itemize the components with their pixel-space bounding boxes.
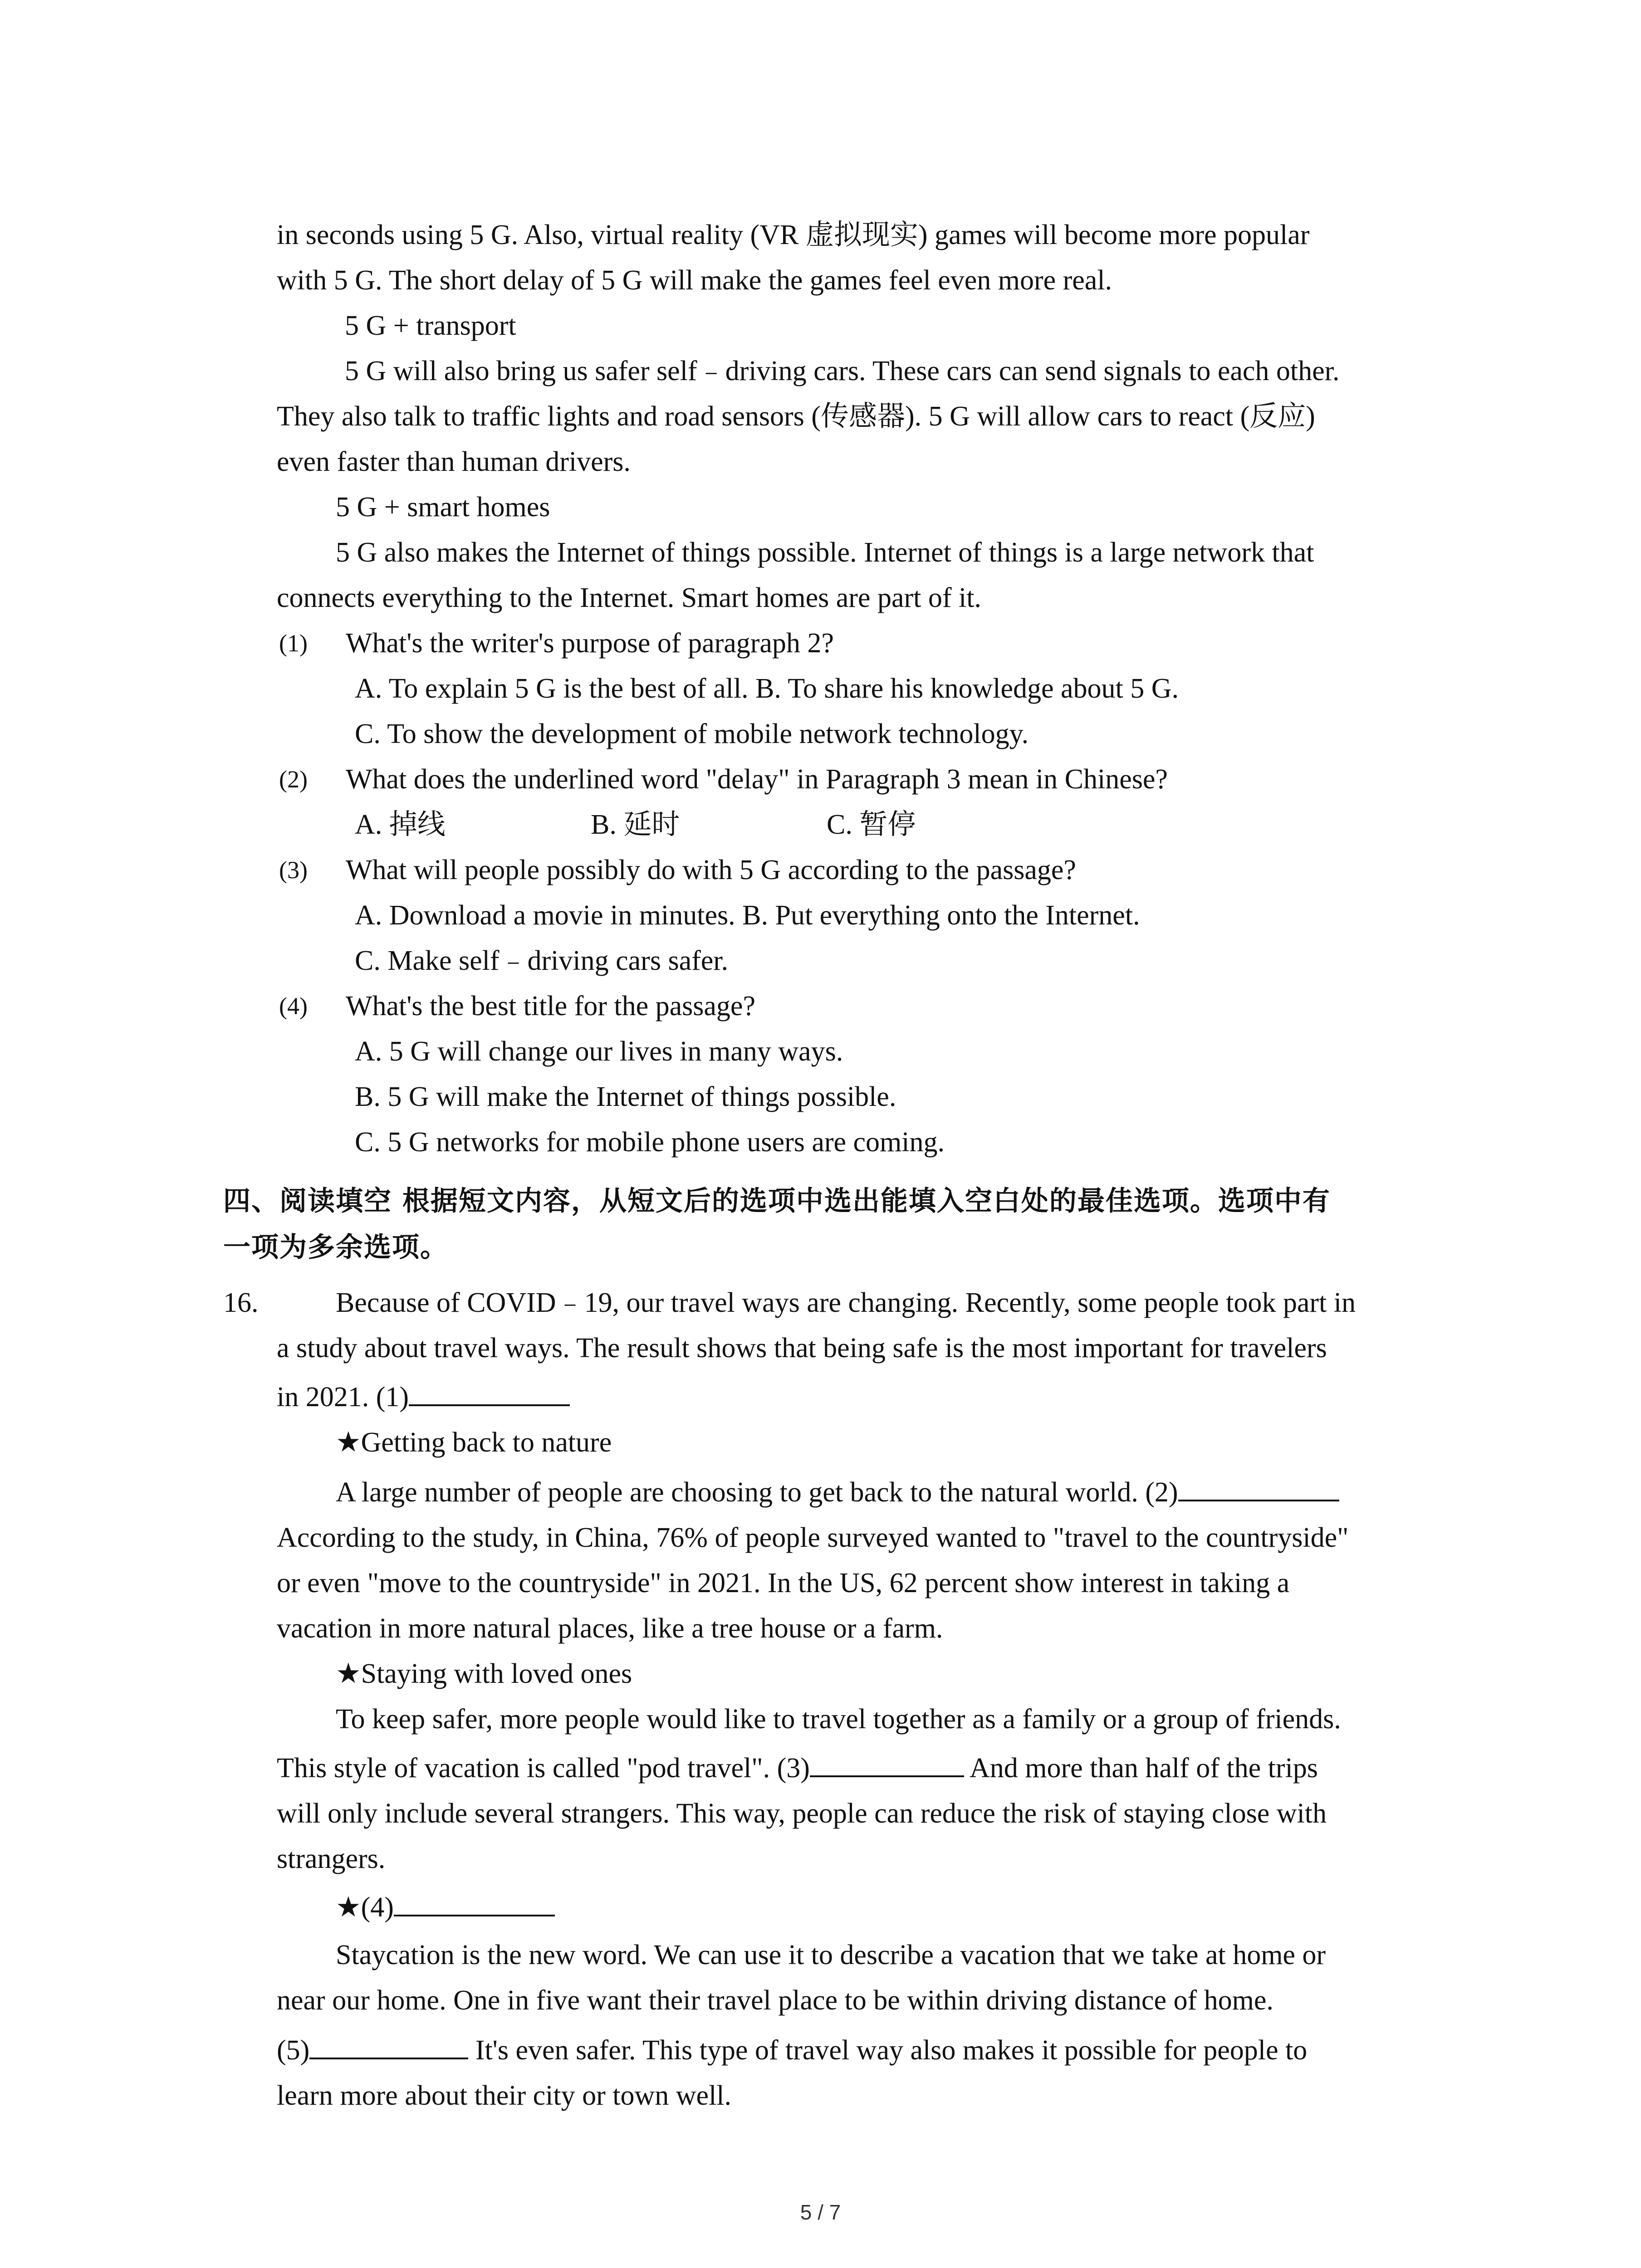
- passage-line: learn more about their city or town well.: [277, 2080, 732, 2111]
- passage-line: According to the study, in China, 76% of people surveyed wanted to "travel to the countryside": [277, 1522, 1349, 1553]
- answer-blank-1[interactable]: [409, 1379, 570, 1406]
- passage-line: [336, 1474, 1339, 1510]
- question-number: (3): [279, 856, 308, 884]
- passage-line: near our home. One in five want their travel place to be within driving distance of home.: [277, 1985, 1274, 2016]
- passage-line: 5 G also makes the Internet of things possible. Internet of things is a large network that: [336, 537, 1314, 568]
- answer-option[interactable]: B. 延时: [591, 809, 680, 840]
- passage-line: a study about travel ways. The result shows that being safe is the most important for travelers: [277, 1333, 1327, 1364]
- answer-option[interactable]: A. To explain 5 G is the best of all. B. To share his knowledge about 5 G.: [355, 673, 1179, 704]
- passage-text: This style of vacation is called "pod travel". (3): [277, 1753, 810, 1784]
- answer-option[interactable]: A. 5 G will change our lives in many ways.: [355, 1036, 843, 1067]
- answer-option[interactable]: C. 暂停: [827, 809, 916, 840]
- passage-line: Staycation is the new word. We can use it to describe a vacation that we take at home or: [336, 1940, 1326, 1970]
- question-number: (2): [279, 766, 308, 793]
- question-stem: What does the underlined word "delay" in Paragraph 3 mean in Chinese?: [346, 764, 1168, 795]
- passage-text: ★(4): [336, 1892, 394, 1923]
- passage-subheading: ★Getting back to nature: [336, 1427, 612, 1458]
- passage-line: even faster than human drivers.: [277, 446, 631, 477]
- passage-subheading: ★Staying with loved ones: [336, 1658, 632, 1689]
- answer-option[interactable]: A. 掉线: [355, 809, 446, 840]
- passage-text: in 2021. (1): [277, 1382, 409, 1413]
- answer-blank-5[interactable]: [309, 2032, 468, 2059]
- passage-subheading: 5 G + smart homes: [336, 492, 550, 523]
- passage-line: connects everything to the Internet. Smart homes are part of it.: [277, 582, 981, 613]
- passage-line: They also talk to traffic lights and road sensors (传感器). 5 G will allow cars to react (反应): [277, 401, 1315, 432]
- answer-option[interactable]: B. 5 G will make the Internet of things possible.: [355, 1081, 896, 1112]
- passage-text: (5): [277, 2035, 310, 2066]
- passage-line: with 5 G. The short delay of 5 G will make the games feel even more real.: [277, 265, 1112, 296]
- answer-option[interactable]: C. To show the development of mobile network technology.: [355, 719, 1029, 749]
- passage-subheading: [336, 1889, 555, 1926]
- passage-line: will only include several strangers. This way, people can reduce the risk of staying close with: [277, 1798, 1327, 1829]
- passage-line: [277, 1379, 570, 1415]
- passage-line: 5 G will also bring us safer self﹣driving cars. These cars can send signals to each other.: [345, 356, 1340, 386]
- answer-option[interactable]: A. Download a movie in minutes. B. Put everything onto the Internet.: [355, 900, 1140, 931]
- answer-blank-3[interactable]: [810, 1750, 964, 1777]
- section-heading: 四、阅读填空 根据短文内容，从短文后的选项中选出能填入空白处的最佳选项。选项中有: [223, 1185, 1331, 1217]
- question-number: (4): [279, 992, 308, 1020]
- passage-line: [277, 2032, 1307, 2068]
- passage-line: vacation in more natural places, like a tree house or a farm.: [277, 1613, 943, 1644]
- question-stem: What will people possibly do with 5 G according to the passage?: [346, 855, 1076, 885]
- question-stem: What's the writer's purpose of paragraph 2?: [346, 628, 834, 659]
- passage-line: in seconds using 5 G. Also, virtual reality (VR 虚拟现实) games will become more popular: [277, 220, 1310, 250]
- passage-line: or even "move to the countryside" in 2021. In the US, 62 percent show interest in taking a: [277, 1568, 1290, 1598]
- answer-blank-4[interactable]: [394, 1889, 555, 1916]
- question-stem: What's the best title for the passage?: [346, 991, 755, 1022]
- question-number: (1): [279, 630, 308, 657]
- section-heading: 一项为多余选项。: [223, 1232, 448, 1263]
- passage-line: Because of COVID﹣19, our travel ways are changing. Recently, some people took part in: [336, 1287, 1356, 1318]
- passage-line: strangers.: [277, 1843, 386, 1874]
- question-number: 16.: [223, 1287, 259, 1318]
- passage-line: [277, 1750, 1318, 1786]
- passage-text: And more than half of the trips: [964, 1753, 1318, 1784]
- passage-line: To keep safer, more people would like to travel together as a family or a group of friends.: [336, 1704, 1341, 1735]
- answer-option[interactable]: C. 5 G networks for mobile phone users are coming.: [355, 1127, 945, 1158]
- passage-subheading: 5 G + transport: [345, 310, 516, 341]
- answer-option[interactable]: C. Make self﹣driving cars safer.: [355, 945, 728, 976]
- passage-text: A large number of people are choosing to get back to the natural world. (2): [336, 1477, 1178, 1508]
- answer-blank-2[interactable]: [1178, 1474, 1339, 1501]
- page-number: 5 / 7: [800, 2200, 841, 2224]
- passage-text: It's even safer. This type of travel way also makes it possible for people to: [468, 2035, 1308, 2066]
